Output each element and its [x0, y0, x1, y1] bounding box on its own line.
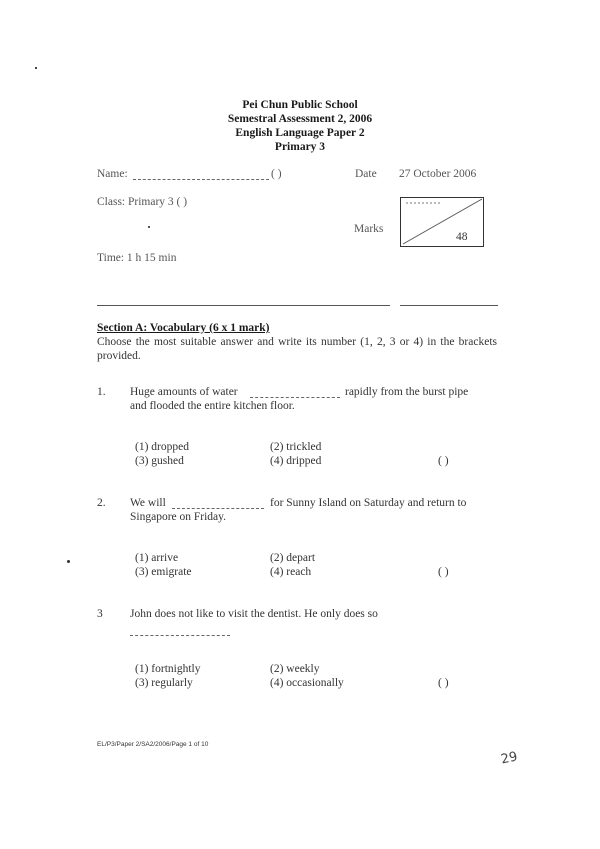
stray-dot [67, 560, 70, 563]
option-2: (2) trickled [270, 441, 322, 453]
option-4: (4) occasionally [270, 677, 344, 689]
option-4: (4) dripped [270, 455, 322, 467]
stray-dot [148, 226, 150, 228]
question-text: We will [130, 497, 166, 509]
question-number: 1. [97, 386, 106, 398]
marks-box [400, 197, 484, 247]
question-number: 2. [97, 497, 106, 509]
question-text: John does not like to visit the dentist. He only does so [130, 608, 378, 620]
question-text-line2: and flooded the entire kitchen floor. [130, 400, 295, 412]
level-title: Primary 3 [274, 141, 326, 153]
assessment-title: Semestral Assessment 2, 2006 [227, 113, 373, 125]
answer-blank[interactable] [250, 388, 340, 398]
section-a-title: Section A: Vocabulary (6 x 1 mark) [97, 322, 270, 334]
question-number: 3 [97, 608, 103, 620]
time-label: Time: 1 h 15 min [97, 252, 177, 264]
date-value: 27 October 2006 [399, 168, 477, 180]
option-3: (3) emigrate [135, 566, 192, 578]
option-1: (1) arrive [135, 552, 179, 564]
answer-bracket[interactable]: ( ) [438, 566, 449, 578]
class-label: Class: Primary 3 ( ) [97, 196, 188, 208]
answer-bracket[interactable]: ( ) [438, 455, 449, 467]
paper-title: English Language Paper 2 [235, 127, 365, 139]
answer-bracket[interactable]: ( ) [438, 677, 449, 689]
answer-blank[interactable] [172, 499, 264, 509]
option-2: (2) weekly [270, 663, 320, 675]
answer-blank[interactable] [130, 626, 230, 636]
name-field[interactable] [133, 169, 269, 180]
option-3: (3) gushed [135, 455, 184, 467]
option-4: (4) reach [270, 566, 312, 578]
divider-line-short [400, 305, 498, 306]
option-3: (3) regularly [135, 677, 193, 689]
option-2: (2) depart [270, 552, 316, 564]
divider-line [97, 305, 390, 306]
question-text-after: rapidly from the burst pipe [345, 386, 469, 398]
question-text-line2: Singapore on Friday. [130, 511, 227, 523]
section-a-instructions: Choose the most suitable answer and write its number (1, 2, 3 or 4) in the brackets provided. [97, 336, 497, 362]
date-label: Date [355, 168, 377, 180]
school-name: Pei Chun Public School [242, 99, 358, 111]
question-text: Huge amounts of water [130, 386, 238, 398]
name-label: Name: [97, 168, 128, 180]
stray-mark [35, 67, 37, 69]
marks-label: Marks [354, 223, 384, 235]
option-1: (1) dropped [135, 441, 189, 453]
handwritten-score: 29 [499, 749, 519, 768]
diagonal-line [400, 197, 484, 247]
option-1: (1) fortnightly [135, 663, 201, 675]
marks-total: 48 [456, 231, 468, 243]
question-text-after: for Sunny Island on Saturday and return to [270, 497, 467, 509]
page-footer-code: EL/P3/Paper 2/SA2/2006/Page 1 of 10 [97, 741, 209, 748]
name-register-bracket: ( ) [271, 168, 282, 180]
